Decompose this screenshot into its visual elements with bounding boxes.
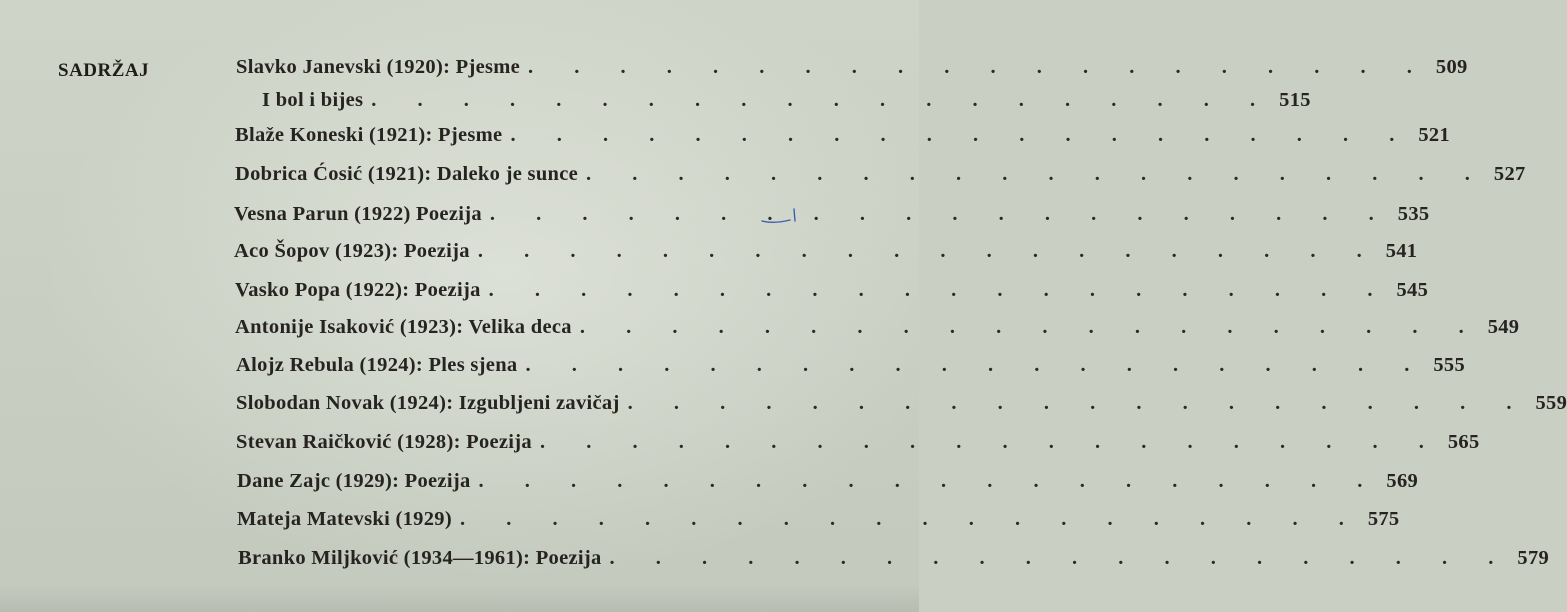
toc-heading: SADRŽAJ	[58, 60, 150, 81]
toc-entry-page: 575	[1367, 508, 1400, 530]
toc-dot-leader: . . . . . . . . . . . . . . . . . . . .	[528, 56, 1430, 78]
toc-entry-title: Alojz Rebula (1924): Ples sjena	[236, 354, 518, 376]
toc-dot-leader: . . . . . . . . . . . . . . . . . . . .	[609, 547, 1512, 569]
toc-entry-page: 555	[1433, 354, 1465, 376]
toc-dot-leader: . . . . . . . . . . . . . . . . . . . .	[586, 163, 1488, 185]
toc-dot-leader: . . . . . . . . . . . . . . . . . . . .	[488, 279, 1391, 301]
toc-entry	[234, 240, 1418, 268]
toc-entry-page: 545	[1396, 279, 1429, 301]
toc-entry-page: 579	[1517, 547, 1550, 569]
toc-entry-title: Branko Miljković (1934—1961): Poezija	[238, 547, 602, 569]
toc-entry-page: 527	[1493, 163, 1526, 185]
toc-entry	[262, 89, 1311, 117]
toc-entry-page: 521	[1418, 124, 1450, 146]
toc-entry	[237, 508, 1400, 536]
toc-entry-title: Slavko Janevski (1920): Pjesme	[236, 56, 521, 78]
toc-entry-page: 535	[1397, 203, 1430, 225]
toc-entry	[236, 392, 1567, 420]
page-shadow	[0, 585, 919, 612]
toc-entry-title: Aco Šopov (1923): Poezija	[234, 240, 470, 262]
toc-entry-page: 559	[1535, 392, 1567, 414]
toc-entry-title: Blaže Koneski (1921): Pjesme	[235, 124, 503, 146]
pen-underline-mark	[760, 203, 800, 225]
toc-dot-leader: . . . . . . . . . . . . . . . . . . . .	[459, 508, 1362, 530]
toc-entry-title: Vesna Parun (1922) Poezija	[234, 203, 482, 225]
toc-entry	[235, 279, 1429, 307]
toc-dot-leader: . . . . . . . . . . . . . . . . . . . .	[579, 316, 1482, 338]
toc-entry	[236, 431, 1480, 459]
toc-entry-page: 541	[1385, 240, 1418, 262]
toc-entry-title: Antonije Isaković (1923): Velika deca	[235, 316, 572, 338]
toc-entry-page: 569	[1386, 470, 1419, 492]
toc-entry-title: Vasko Popa (1922): Poezija	[235, 279, 481, 301]
toc-entry-page: 509	[1435, 56, 1468, 78]
toc-entry	[235, 124, 1450, 152]
toc-entry-title: I bol i bijes	[262, 89, 364, 111]
toc-entry	[234, 203, 1430, 231]
toc-entry	[235, 316, 1520, 344]
toc-dot-leader: . . . . . . . . . . . . . . . . . . . .	[539, 431, 1442, 453]
toc-dot-leader: . . . . . . . . . . . . . . . . . . . .	[489, 203, 1392, 225]
toc-dot-leader: . . . . . . . . . . . . . . . . . . . .	[627, 392, 1530, 414]
toc-entry	[235, 163, 1526, 191]
toc-dot-leader: . . . . . . . . . . . . . . . . . . . .	[525, 354, 1428, 376]
toc-dot-leader: . . . . . . . . . . . . . . . . . . . .	[477, 240, 1380, 262]
toc-dot-leader: . . . . . . . . . . . . . . . . . . . .	[510, 124, 1413, 146]
toc-entry-title: Dane Zajc (1929): Poezija	[237, 470, 471, 492]
toc-dot-leader: . . . . . . . . . . . . . . . . . . . .	[371, 89, 1274, 111]
toc-entry-page: 515	[1279, 89, 1311, 111]
toc-entry	[236, 56, 1468, 84]
toc-entry-page: 549	[1487, 316, 1520, 338]
toc-entry-title: Stevan Raičković (1928): Poezija	[236, 431, 532, 453]
toc-entry-title: Mateja Matevski (1929)	[237, 508, 452, 530]
toc-entry	[238, 547, 1550, 575]
toc-entry-title: Dobrica Ćosić (1921): Daleko je sunce	[235, 163, 579, 185]
toc-dot-leader: . . . . . . . . . . . . . . . . . . . .	[478, 470, 1381, 492]
toc-entry-title: Slobodan Novak (1924): Izgubljeni zavičaj	[236, 392, 620, 414]
toc-entry	[236, 354, 1465, 382]
toc-entry-page: 565	[1447, 431, 1480, 453]
toc-entry	[237, 470, 1419, 498]
